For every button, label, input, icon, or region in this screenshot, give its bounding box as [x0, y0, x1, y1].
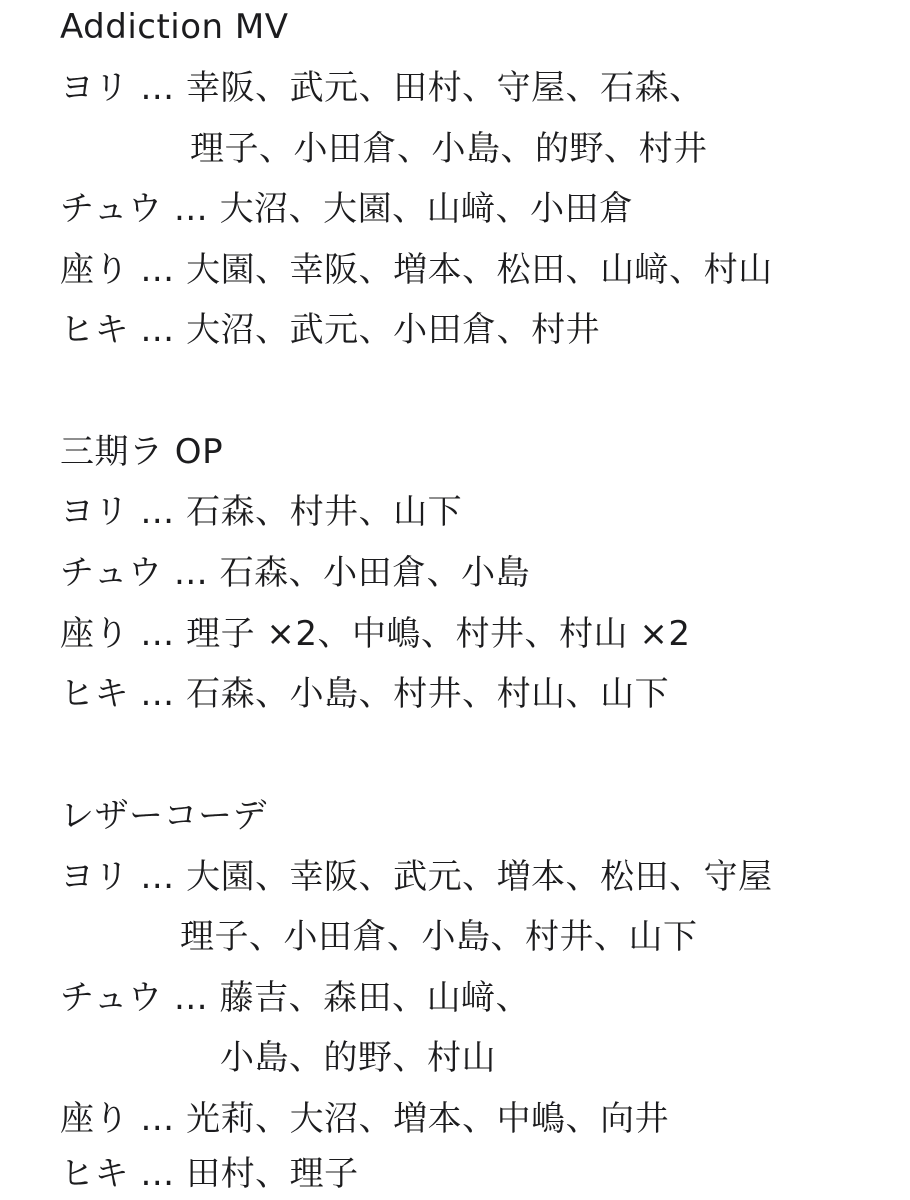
note-line: チュウ … 石森、小田倉、小島 [60, 553, 531, 593]
note-line-continuation: 理子、小田倉、小島、村井、山下 [180, 917, 698, 957]
note-line: ヒキ … 大沼、武元、小田倉、村井 [60, 310, 601, 350]
section-title: レザーコーデ [60, 796, 267, 836]
note-line: ヒキ … 石森、小島、村井、村山、山下 [60, 674, 670, 714]
note-line: ヨリ … 石森、村井、山下 [60, 492, 463, 532]
note-line-continuation: 小島、的野、村山 [220, 1038, 496, 1078]
note-line-continuation: 理子、小田倉、小島、的野、村井 [190, 129, 708, 169]
note-line: 座り … 理子 ×2、中嶋、村井、村山 ×2 [60, 614, 691, 654]
section-title: Addiction MV [60, 7, 289, 47]
note-line: ヒキ … 田村、理子 [60, 1154, 359, 1194]
note-line: 座り … 大園、幸阪、増本、松田、山﨑、村山 [60, 250, 773, 290]
note-line: ヨリ … 幸阪、武元、田村、守屋、石森、 [60, 68, 704, 108]
note-line: チュウ … 大沼、大園、山﨑、小田倉 [60, 189, 634, 229]
note-line: チュウ … 藤吉、森田、山﨑、 [60, 978, 531, 1018]
section-title: 三期ラ OP [60, 432, 224, 472]
note-line: 座り … 光莉、大沼、増本、中嶋、向井 [60, 1099, 670, 1139]
note-line: ヨリ … 大園、幸阪、武元、増本、松田、守屋 [60, 857, 773, 897]
